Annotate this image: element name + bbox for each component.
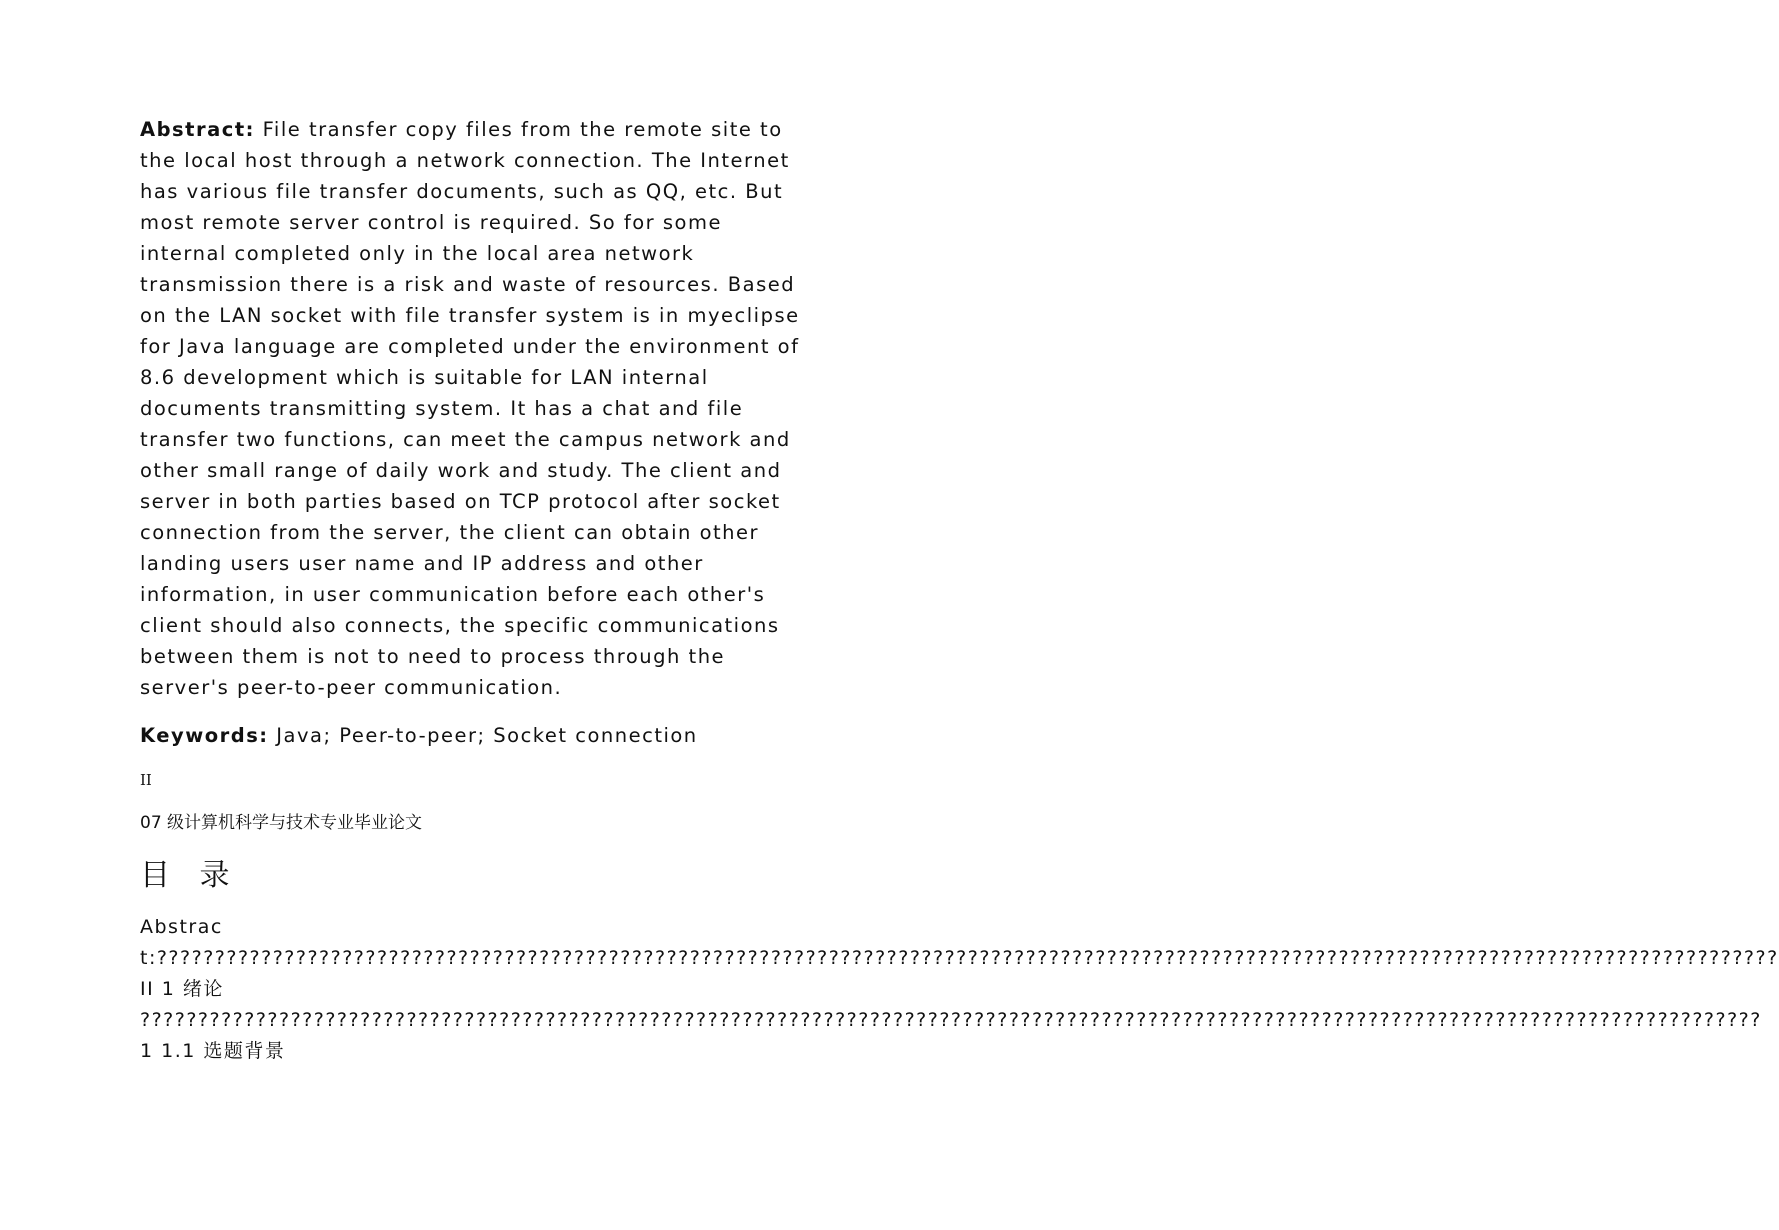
keywords-paragraph bbox=[140, 720, 812, 751]
abstract-label: Abstract: bbox=[140, 118, 255, 141]
abstract-text: File transfer copy files from the remote site to the local host through a network connection. The Internet has various file transfer documents, such as QQ, etc. But most remote server control is required. So for some internal completed only in the local area network transmission there is a risk and waste of resources. Based on the LAN socket with file transfer system is in myeclipse for Java language are completed under the environment of 8.6 development which is suitable for LAN internal documents transmitting system. It has a chat and file transfer two functions, can meet the campus network and other small range of daily work and study. The client and server in both parties based on TCP protocol after socket connection from the server, the client can obtain other landing users user name and IP address and other information, in user communication before each other's client should also connects, the specific communications between them is not to need to process through the server's peer-to-peer communication. bbox=[140, 118, 800, 699]
toc-entries: Abstract:???????????????????????????????????????????????????????????????????????????????????????????????????????????????????????????????????????????? II 1 绪论 ???????????????????????????????????????????????????????????????????????????????????????????????????????????????????????????????????????????? 1 1.1 选题背景 bbox=[140, 916, 1779, 1062]
page-number: II bbox=[140, 771, 152, 789]
keywords-text: Java; Peer-to-peer; Socket connection bbox=[268, 724, 698, 747]
toc-title: 目 录 bbox=[140, 858, 240, 893]
running-header: 07 级计算机科学与技术专业毕业论文 bbox=[140, 813, 423, 833]
abstract-paragraph bbox=[140, 114, 812, 703]
keywords-label: Keywords: bbox=[140, 724, 269, 747]
page-content bbox=[140, 114, 1779, 1067]
